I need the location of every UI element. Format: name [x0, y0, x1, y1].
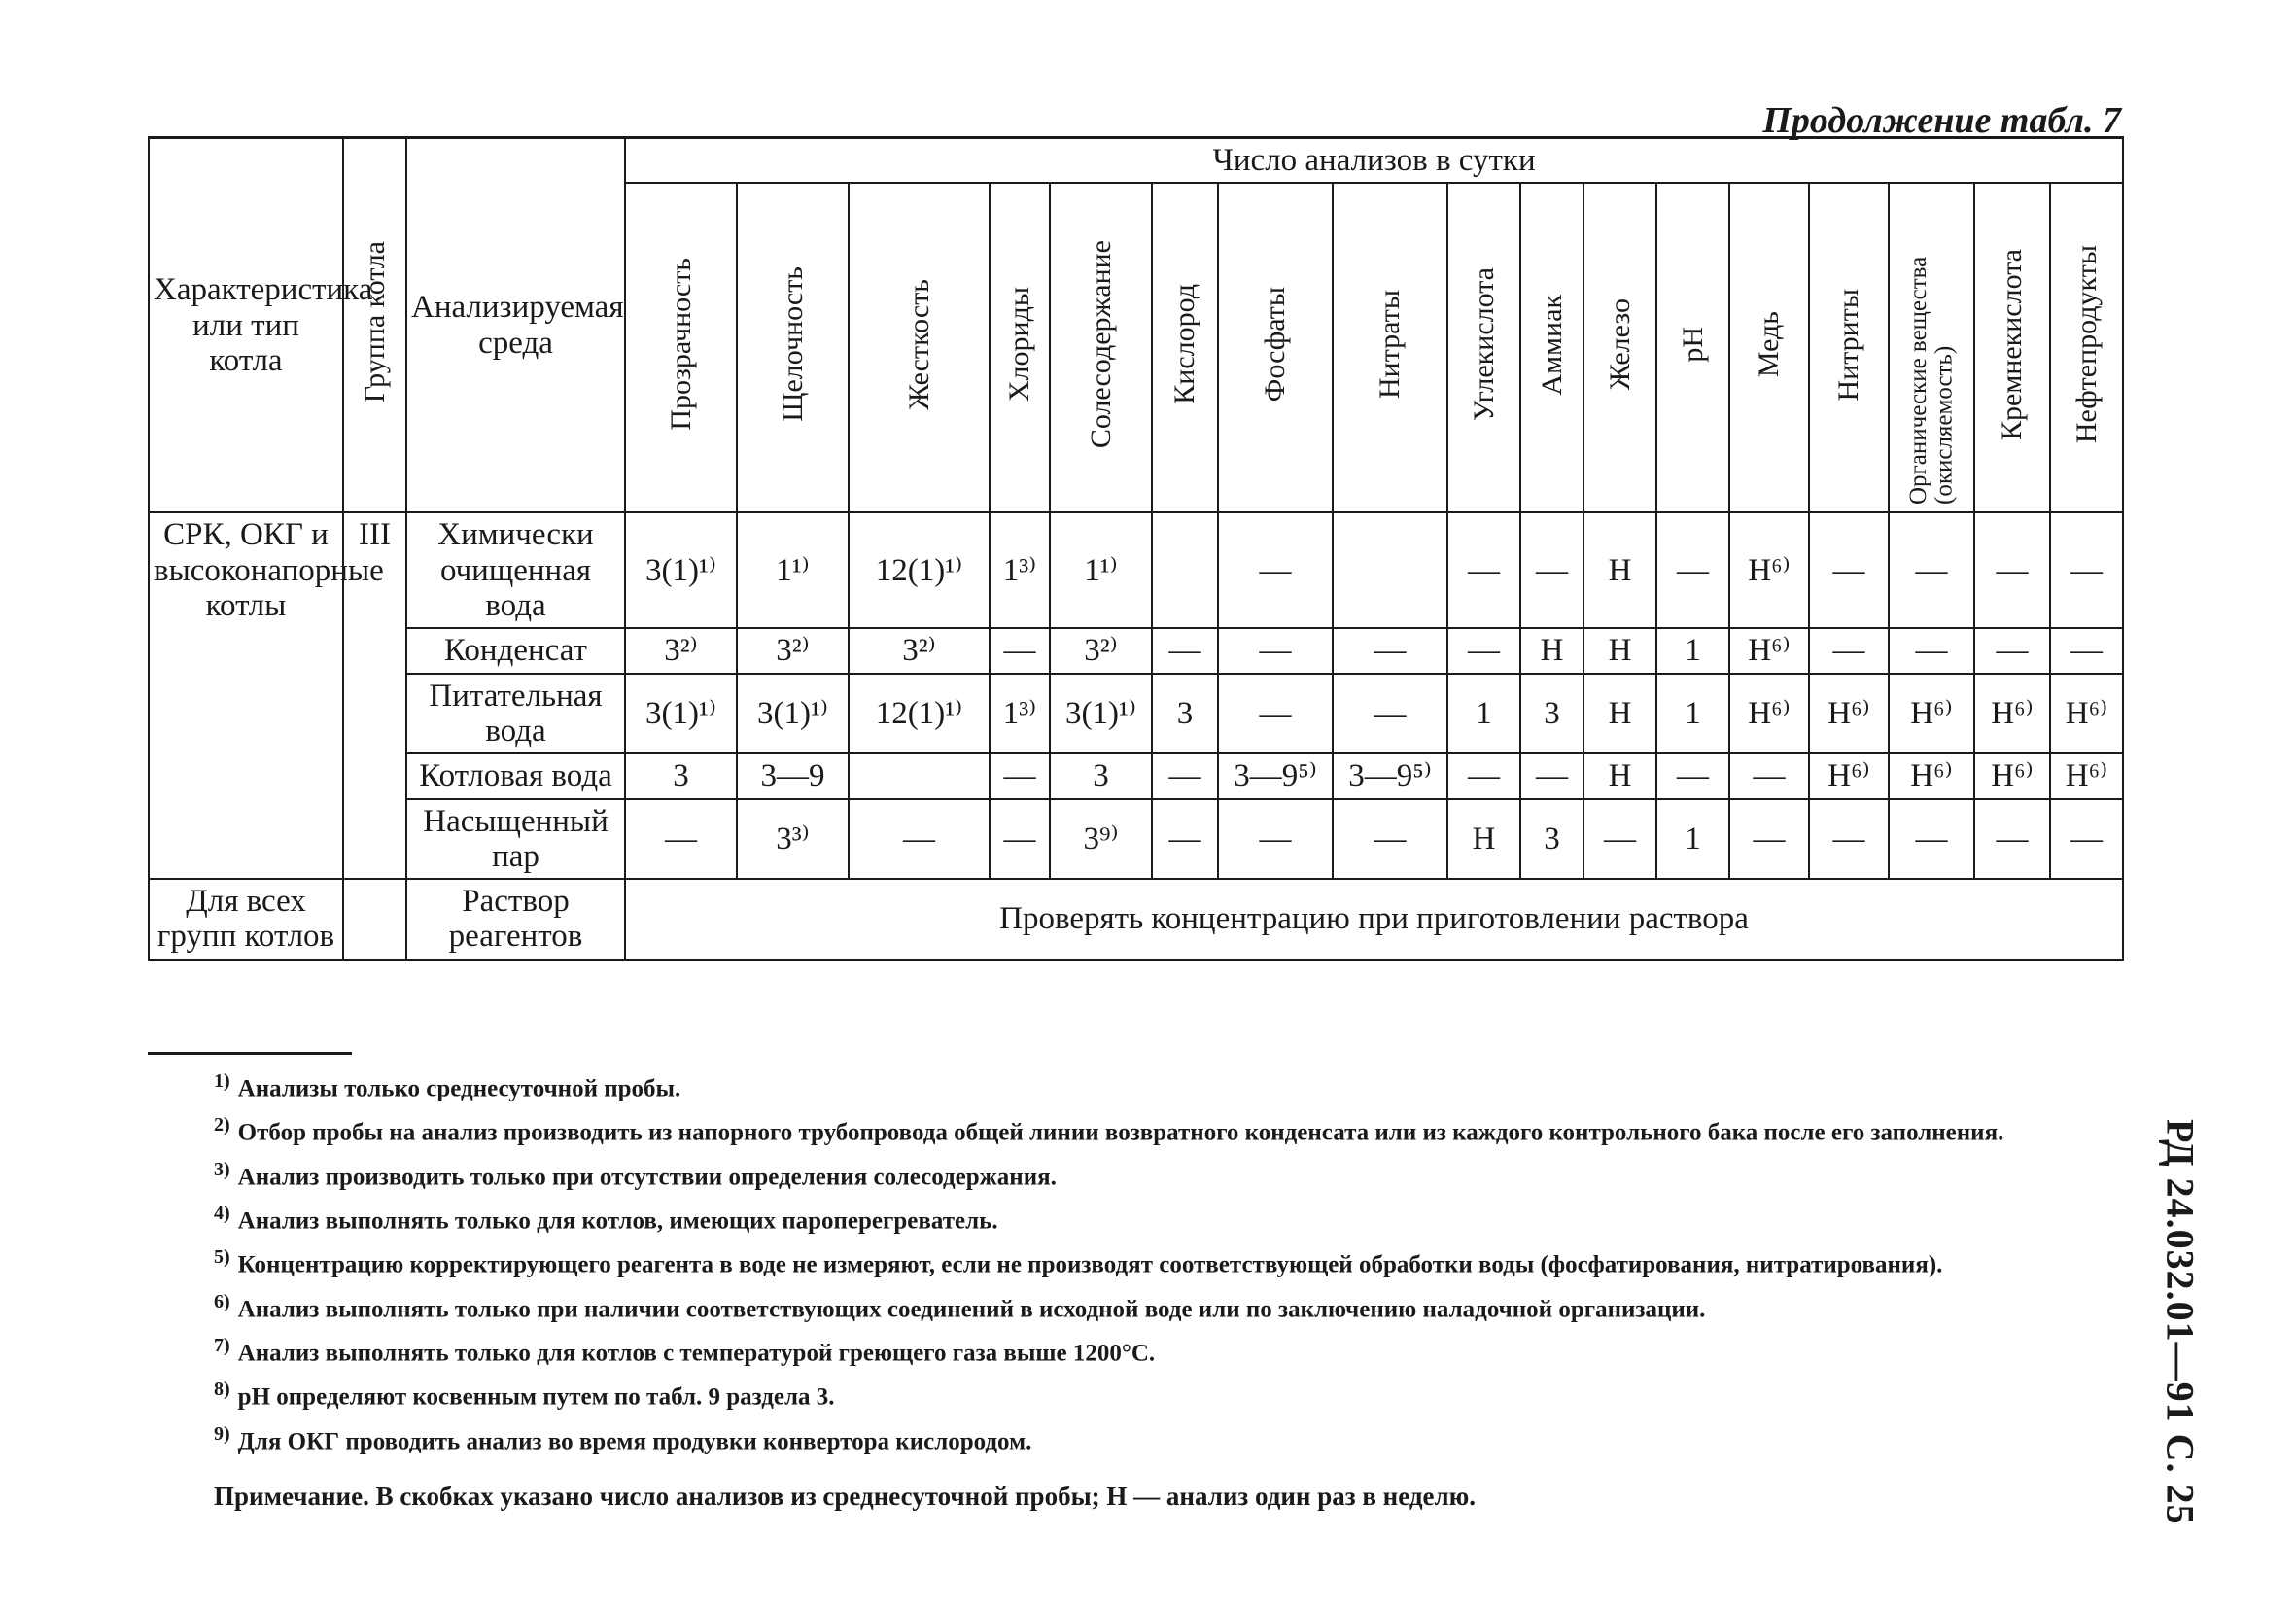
- table-cell: —: [1152, 753, 1218, 798]
- table-cell: —: [1656, 512, 1729, 628]
- block2-characteristic: Для всех групп котлов: [149, 879, 343, 960]
- column-header-7: Нитраты: [1333, 183, 1447, 512]
- column-header-4: Солесодержание: [1050, 183, 1152, 512]
- table-cell: —: [1889, 799, 1974, 880]
- table-cell: 3²⁾: [849, 628, 990, 673]
- table-cell: —: [990, 628, 1050, 673]
- table-cell: —: [1447, 512, 1520, 628]
- footnote-9: [214, 1422, 2119, 1456]
- footnote-4: [214, 1202, 2119, 1236]
- table-cell: 3(1)¹⁾: [737, 674, 849, 754]
- column-header-1: Щелочность: [737, 183, 849, 512]
- block2-group: [343, 879, 406, 960]
- footnote-mark: 2): [214, 1114, 230, 1136]
- table-cell: 3—9⁵⁾: [1218, 753, 1333, 798]
- footnote-text: pH определяют косвенным путем по табл. 9 раздела 3.: [237, 1383, 835, 1411]
- table-cell: 1: [1656, 628, 1729, 673]
- block2-note: Проверять концентрацию при приготовлении раствора: [625, 879, 2123, 960]
- header-group: Группа котла: [343, 138, 406, 513]
- table-cell: 3²⁾: [625, 628, 737, 673]
- footnote-2: [214, 1113, 2119, 1147]
- table-cell: —: [1889, 512, 1974, 628]
- table-cell: —: [1729, 753, 1809, 798]
- table-cell: —: [1809, 799, 1889, 880]
- table-cell: —: [1520, 753, 1583, 798]
- table-cell: —: [2050, 628, 2123, 673]
- footnote-mark: 3): [214, 1158, 230, 1180]
- footnote-mark: 1): [214, 1070, 230, 1092]
- table-cell: —: [1218, 799, 1333, 880]
- column-header-11: pH: [1656, 183, 1729, 512]
- table-cell: Н: [1520, 628, 1583, 673]
- column-header-10: Железо: [1583, 183, 1656, 512]
- footnote-mark: 6): [214, 1290, 230, 1312]
- table-row: [149, 674, 2123, 754]
- block2-medium: Раствор реагентов: [406, 879, 625, 960]
- table-cell: Н⁶⁾: [1974, 753, 2050, 798]
- table-caption: Продолжение табл. 7: [1762, 100, 2121, 141]
- table-cell: 1: [1656, 799, 1729, 880]
- table-cell: Н⁶⁾: [1729, 628, 1809, 673]
- footnote-mark: 8): [214, 1379, 230, 1401]
- table-cell: 1: [1447, 674, 1520, 754]
- footnote-text: Отбор пробы на анализ производить из напорного трубопровода общей линии возвратного конденсата или из каждого контрольного бака после его заполнения.: [237, 1119, 2004, 1146]
- table-cell: Н⁶⁾: [1809, 753, 1889, 798]
- table-cell: Н⁶⁾: [1889, 753, 1974, 798]
- table-cell: Н⁶⁾: [1729, 674, 1809, 754]
- table-cell: 3—9: [737, 753, 849, 798]
- footnote-7: [214, 1334, 2119, 1368]
- table-cell: 12(1)¹⁾: [849, 674, 990, 754]
- table-cell: Н: [1583, 753, 1656, 798]
- column-header-13: Нитриты: [1809, 183, 1889, 512]
- table-cell: 1³⁾: [990, 512, 1050, 628]
- footnote-mark: 7): [214, 1334, 230, 1356]
- table-cell: —: [1333, 674, 1447, 754]
- table-cell: —: [1218, 512, 1333, 628]
- table-cell: —: [1152, 628, 1218, 673]
- table-cell: Н⁶⁾: [2050, 753, 2123, 798]
- analysis-table: [148, 136, 2124, 961]
- table-cell: —: [1809, 512, 1889, 628]
- footnote-1: [214, 1069, 2119, 1103]
- table-cell: 3³⁾: [737, 799, 849, 880]
- footnote-mark: 9): [214, 1422, 230, 1445]
- table-cell: —: [2050, 799, 2123, 880]
- table-cell: 12(1)¹⁾: [849, 512, 990, 628]
- column-header-12: Медь: [1729, 183, 1809, 512]
- column-header-3: Хлориды: [990, 183, 1050, 512]
- footnote-3: [214, 1158, 2119, 1192]
- table-cell: [1333, 512, 1447, 628]
- table-cell: 1: [1656, 674, 1729, 754]
- header-characteristic: Характеристика или тип котла: [149, 138, 343, 513]
- footnote-6: [214, 1290, 2119, 1324]
- column-header-16: Нефтепродукты: [2050, 183, 2123, 512]
- row-medium: Насыщенный пар: [406, 799, 625, 880]
- row-medium: Питательная вода: [406, 674, 625, 754]
- column-header-2: Жесткость: [849, 183, 990, 512]
- table-cell: —: [1520, 512, 1583, 628]
- column-header-0: Прозрачность: [625, 183, 737, 512]
- table-cell: Н⁶⁾: [1889, 674, 1974, 754]
- table-cell: —: [1218, 628, 1333, 673]
- header-medium: Анализируемая среда: [406, 138, 625, 513]
- footnote-mark: 5): [214, 1246, 230, 1269]
- table-cell: 3: [1050, 753, 1152, 798]
- table-cell: —: [1218, 674, 1333, 754]
- footnote-text: Анализ выполнять только при наличии соответствующих соединений в исходной воде или по заключению наладочной организации.: [237, 1295, 1706, 1322]
- footnote-5: [214, 1245, 2119, 1279]
- table-cell: 3(1)¹⁾: [625, 512, 737, 628]
- reagent-row: [149, 879, 2123, 960]
- table-cell: —: [1656, 753, 1729, 798]
- table-cell: —: [1974, 628, 2050, 673]
- table-cell: 1³⁾: [990, 674, 1050, 754]
- table-cell: —: [1333, 628, 1447, 673]
- table-cell: 3(1)¹⁾: [1050, 674, 1152, 754]
- row-medium: Конденсат: [406, 628, 625, 673]
- table-cell: —: [1889, 628, 1974, 673]
- table-cell: 3⁹⁾: [1050, 799, 1152, 880]
- header-count-title: Число анализов в сутки: [625, 138, 2123, 184]
- column-header-5: Кислород: [1152, 183, 1218, 512]
- table-cell: 3²⁾: [737, 628, 849, 673]
- footnote-text: Анализ выполнять только для котлов, имеющих пароперегреватель.: [237, 1207, 998, 1235]
- table-cell: Н: [1583, 512, 1656, 628]
- table-note: Примечание. В скобках указано число анализов из среднесуточной пробы; Н — анализ один раз в неделю.: [214, 1482, 1477, 1511]
- column-header-6: Фосфаты: [1218, 183, 1333, 512]
- block1-characteristic: СРК, ОКГ и высоконапорные котлы: [149, 512, 343, 879]
- footnote-text: Анализ выполнять только для котлов с температурой греющего газа выше 1200°С.: [237, 1340, 1156, 1367]
- table-cell: —: [849, 799, 990, 880]
- table-cell: 3(1)¹⁾: [625, 674, 737, 754]
- side-document-label: РД 24.032.01—91 С. 25: [2158, 1119, 2203, 1525]
- table-cell: Н: [1583, 628, 1656, 673]
- footnote-mark: 4): [214, 1202, 230, 1224]
- table-cell: —: [625, 799, 737, 880]
- table-cell: —: [1809, 628, 1889, 673]
- table-cell: Н: [1447, 799, 1520, 880]
- table-cell: —: [1974, 512, 2050, 628]
- row-medium: Химически очищенная вода: [406, 512, 625, 628]
- table-cell: —: [1974, 799, 2050, 880]
- table-cell: [1152, 512, 1218, 628]
- footnote-text: Анализ производить только при отсутствии определения солесодержания.: [237, 1163, 1057, 1190]
- footnote-text: Концентрацию корректирующего реагента в воде не измеряют, если не производят соответствующей обработки воды (фосфатирования, нитратирования).: [237, 1251, 1943, 1278]
- table-cell: Н⁶⁾: [1729, 512, 1809, 628]
- table-cell: —: [1152, 799, 1218, 880]
- table-row: [149, 799, 2123, 880]
- table-cell: 3—9⁵⁾: [1333, 753, 1447, 798]
- table-bottom-rule: [148, 1052, 352, 1055]
- table-cell: Н⁶⁾: [1809, 674, 1889, 754]
- table-cell: 3: [1520, 674, 1583, 754]
- column-header-14: Органические вещества (окисляемость): [1889, 183, 1974, 512]
- footnote-8: [214, 1378, 2119, 1412]
- table-row: [149, 628, 2123, 673]
- footnotes: [214, 1069, 2119, 1466]
- column-header-8: Углекислота: [1447, 183, 1520, 512]
- table-row: [149, 753, 2123, 798]
- table-cell: —: [2050, 512, 2123, 628]
- table-cell: Н: [1583, 674, 1656, 754]
- table-cell: 3: [1520, 799, 1583, 880]
- table-cell: —: [1447, 628, 1520, 673]
- table-cell: Н⁶⁾: [1974, 674, 2050, 754]
- column-header-15: Кремнекислота: [1974, 183, 2050, 512]
- footnote-text: Для ОКГ проводить анализ во время продувки конвертора кислородом.: [237, 1427, 1032, 1454]
- block1-group: III: [343, 512, 406, 879]
- footnote-text: Анализы только среднесуточной пробы.: [237, 1075, 681, 1102]
- table-cell: [849, 753, 990, 798]
- table-cell: Н⁶⁾: [2050, 674, 2123, 754]
- table-row: [149, 512, 2123, 628]
- table-cell: —: [1447, 753, 1520, 798]
- table-cell: 1¹⁾: [737, 512, 849, 628]
- table-cell: —: [1583, 799, 1656, 880]
- table-cell: 3: [1152, 674, 1218, 754]
- table-cell: —: [990, 799, 1050, 880]
- table-cell: —: [1333, 799, 1447, 880]
- table-cell: —: [990, 753, 1050, 798]
- column-header-9: Аммиак: [1520, 183, 1583, 512]
- table-cell: 1¹⁾: [1050, 512, 1152, 628]
- table-cell: —: [1729, 799, 1809, 880]
- table-cell: 3: [625, 753, 737, 798]
- row-medium: Котловая вода: [406, 753, 625, 798]
- table-cell: 3²⁾: [1050, 628, 1152, 673]
